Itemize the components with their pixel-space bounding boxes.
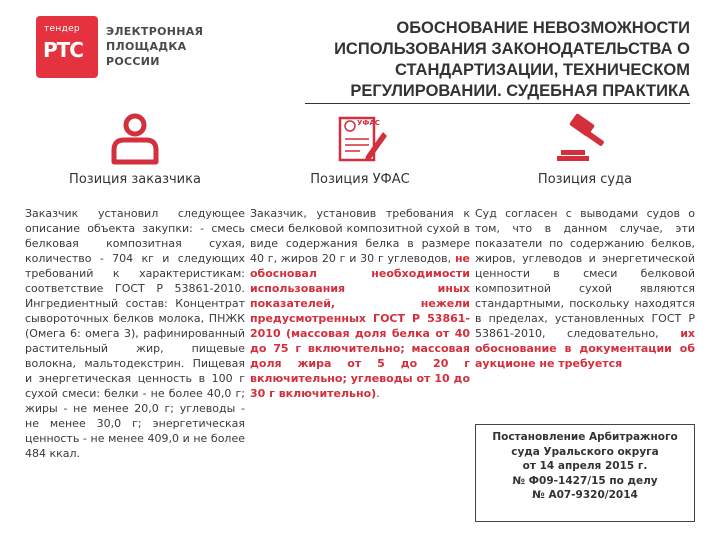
ufas-document-icon [330, 112, 390, 166]
ufas-position-text [250, 206, 470, 401]
logo-caption-line: ЭЛЕКТРОННАЯ [106, 25, 204, 38]
ruling-line: Постановление Арбитражного [492, 431, 678, 443]
page-title: ОБОСНОВАНИЕ НЕВОЗМОЖНОСТИ ИСПОЛЬЗОВАНИЯ ЗАКОНОДАТЕЛЬСТВА О СТАНДАРТИЗАЦИИ, ТЕХНИЧЕСКОМ РЕГУЛИРОВАНИИ. СУДЕБНАЯ ПРАКТИКА [334, 19, 690, 100]
ufas-icon-label: УФАС [357, 119, 380, 127]
customer-text: Заказчик установил следующее описание объекта закупки: - смесь белковая композитная сухая, количество - 704 кг и следующих требований к характеристикам: соответствие ГОСТ Р 53861-2010. Ингредиентный состав: Концентрат сывороточных белков молока, ПНЖК (Омега 6: омега 3), рафинированный растительный жир, пищевые волокна, мальтодекстрин. Пищевая и энергетическая ценность в 100 г сухой смеси: белки - не более 40,0 г; жиры - не менее 20,0 г; углеводы - не менее 30,0 г; энергетическая ценность - не менее 409,0 и не более 484 ккал. [25, 207, 245, 460]
ufas-text-highlight: не обосновал необходимости использования иных показателей, нежели предусмотренных ГОСТ Р 53861-2010 (массовая доля белка от 40 до 75 г включительно; массовая доля жира от 5 до 20 г включительно; углеводы от 10 до 30 г включительно) [250, 252, 470, 400]
ruling-line: суда Уральского округа [511, 445, 659, 458]
logo-caption-line: ПЛОЩАДКА [106, 40, 187, 53]
heading-ufas: Позиция УФАС [310, 172, 410, 187]
heading-customer: Позиция заказчика [69, 172, 201, 187]
logo-caption [106, 24, 216, 69]
ufas-paragraph [250, 206, 470, 401]
title-underline [305, 103, 690, 104]
logo-caption-line: РОССИИ [106, 55, 160, 68]
court-text-plain: Суд согласен с выводами судов о том, что в данном случае, эти показатели по содержанию белков, жиров, углеводов и энергетической ценности в смеси белковой композитной сухой являются стандартными, поскольку находятся в пределах, установленных ГОСТ Р 53861-2010, следовательно, [475, 207, 695, 340]
gavel-icon [555, 112, 615, 166]
ufas-text-end: . [376, 387, 380, 400]
logo-big-text: РТС [43, 38, 83, 62]
court-position-text [475, 206, 695, 371]
customer-position-text [25, 206, 245, 461]
court-text-highlight: их обоснование в документации об аукционе не требуется [475, 327, 695, 370]
logo-small-text: тендер [44, 24, 80, 34]
ufas-text-plain: Заказчик, установив требования к смеси белковой композитной сухой в виде содержания белка в размере 40 г, жиров 20 г и 30 г углеводов, [250, 207, 470, 265]
heading-court: Позиция суда [537, 172, 633, 187]
ruling-line: № Ф09-1427/15 по делу [512, 474, 658, 487]
ruling-line: № А07-9320/2014 [532, 489, 638, 501]
ruling-reference-box [475, 424, 695, 522]
rts-logo [36, 16, 98, 78]
court-paragraph [475, 206, 695, 371]
ruling-line: от 14 апреля 2015 г. [522, 460, 648, 472]
person-icon [105, 112, 165, 166]
